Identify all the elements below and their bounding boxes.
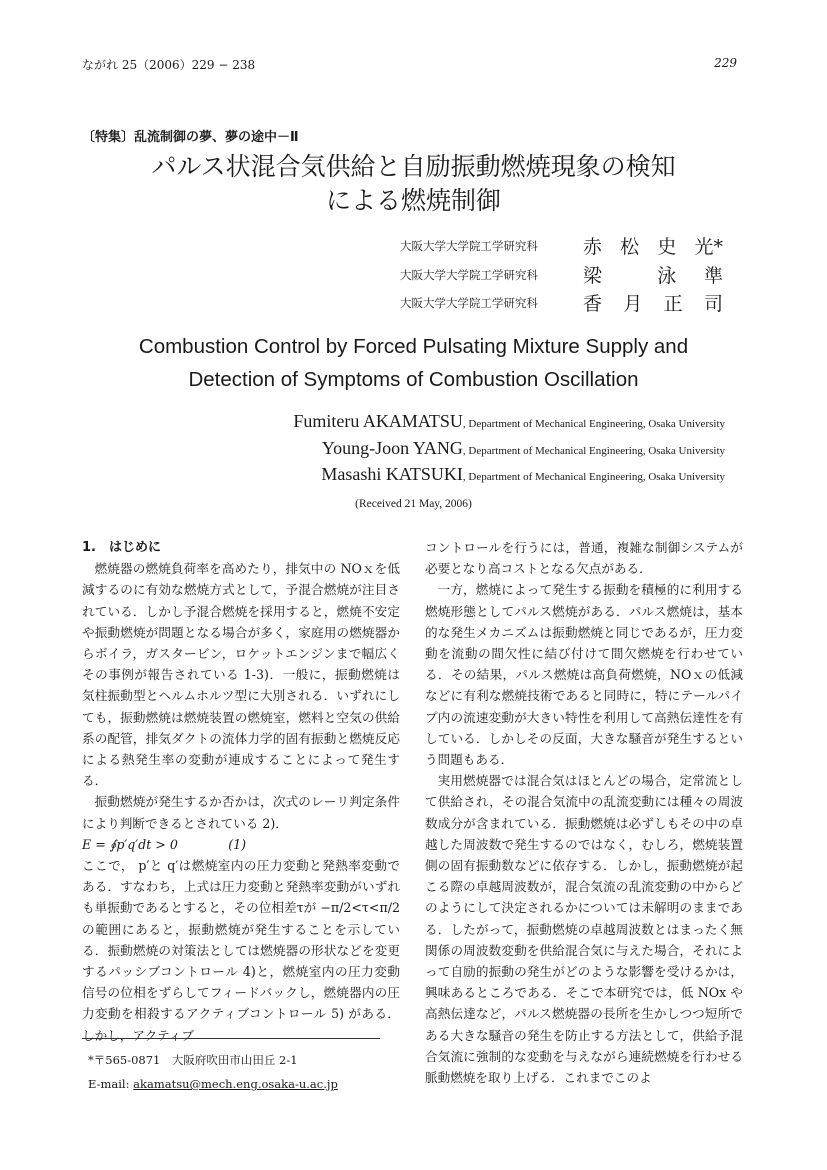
equation-rayleigh: E = ∮p′q′dt > 0 (1): [82, 836, 247, 852]
section-heading: 1. はじめに: [82, 540, 161, 555]
author-english-name: Young-Joon YANG: [321, 438, 463, 458]
paragraph: 実用燃焼器では混合気はほとんどの場合，定常流として供給され，その混合気流中の乱流変動には種々の周波数成分が含まれている．振動燃焼は必ずしもその中の卓越した周波数で発生するのではなく，むしろ，燃焼装置側の固有振動数などに依存する．しかし，振動燃焼が起こる際の卓越周波数が，混合気流の乱流変動の中からどのようにして決定されるかについては未解明のままである．したがって，振動燃焼の卓越周波数とはまったく無関係の周波数変動を供給混合気に与えた場合，それによって自励的振動の発生がどのような影響を受けるかは，興味あるところである．そこで本研究では，低 NOx や高熱伝達など，パルス燃焼器の長所を生かしつつ短所である大きな騒音の発生を防止する方法として，供給予混合気流に強制的な変動を与えながら連続燃焼を行わせる脈動燃焼を取り上げる．これまでこのよ: [425, 773, 743, 1086]
paragraph: 燃焼器の燃焼負荷率を高めたり，排気中の NOｘを低減するのに有効な燃焼方式として，予混合燃焼が注目されている．しかし予混合燃焼を採用すると，燃焼不安定や振動燃焼が問題となる場合が多く，家庭用の燃焼器からボイラ，ガスタービン，ロケットエンジンまで幅広くその事例が報告されている 1-3)．一般に，振動燃焼は気柱振動型とヘルムホルツ型に大別される．いずれにしても，振動燃焼は燃焼装置の燃焼室，燃料と空気の供給系の配管，排気ダクトの流体力学的固有振動と燃焼反応による熱発生率の変動が連成することによって発生する．: [82, 561, 400, 789]
title-english: [0, 330, 827, 396]
title-english-line-2: Detection of Symptoms of Combustion Oscillation: [188, 368, 639, 391]
page-number: 229: [714, 56, 737, 70]
paragraph: 一方，燃焼によって発生する振動を積極的に利用する燃焼形態としてパルス燃焼がある．パルス燃焼は，基本的な発生メカニズムは振動燃焼と同じであるが，圧力変動を流動の間欠性に結び付けて間欠燃焼を行わせている．その結果，パルス燃焼は高負荷燃焼，NOｘの低減などに有利な燃焼技術であると同時に，特にテールパイプ内の流速変動が大きい特性を利用して高熱伝達性を有している．しかしその反面，大きな騒音が発生するという問題もある．: [425, 582, 743, 768]
footnote-email: [88, 1077, 338, 1091]
title-japanese-line-2: による燃焼制御: [325, 186, 501, 215]
email-link[interactable]: akamatsu@mech.eng.osaka-u.ac.jp: [133, 1077, 338, 1091]
author-affiliation: 大阪大学大学院工学研究科: [400, 239, 538, 253]
footnote-address: *〒565-0871 大阪府吹田市山田丘 2-1: [88, 1053, 298, 1067]
author-name: 赤 松 史 光*: [583, 236, 723, 258]
paragraph: ここで， p′と q′は燃焼室内の圧力変動と発熱率変動である．すなわち，上式は圧力変動と発熱率変動がいずれも単振動であるとすると，その位相差τが −π/2<τ<π/2 の範囲にあると，振動燃焼が発生することを示している．振動燃焼の対策法としては燃焼器の形状などを変更するパッシブコントロール 4)と，燃焼室内の圧力変動信号の位相をずらしてフィードバックし，燃焼器内の圧力変動を相殺するアクティブコントロール 5) がある．しかし，アクティブ: [82, 858, 400, 1043]
title-english-line-1: Combustion Control by Forced Pulsating Mixture Supply and: [138, 335, 689, 358]
author-english: [322, 438, 725, 459]
footnote-divider: [82, 1038, 380, 1039]
author-english: [293, 411, 725, 432]
author-english-name: Masashi KATSUKI: [321, 464, 463, 484]
author-english: [321, 464, 725, 485]
title-japanese: [0, 150, 827, 218]
left-column: [82, 537, 400, 1046]
right-column: [425, 537, 743, 1088]
author-english-dept: , Department of Mechanical Engineering, Osaka University: [462, 418, 725, 430]
title-japanese-line-1: パルス状混合気供給と自励振動燃焼現象の検知: [151, 152, 676, 181]
author-affiliation: 大阪大学大学院工学研究科: [400, 268, 538, 282]
received-date: (Received 21 May, 2006): [355, 498, 472, 510]
author-name: 香 月 正 司: [583, 293, 723, 315]
journal-citation: ながれ 25（2006）229 − 238: [82, 58, 256, 72]
paragraph: 振動燃焼が発生するか否かは，次式のレーリ判定条件により判断できるとされている 2)．: [82, 794, 400, 831]
author-english-dept: , Department of Mechanical Engineering, Osaka University: [462, 445, 725, 457]
author-english-name: Fumiteru AKAMATSU: [293, 411, 463, 431]
paragraph: コントロールを行うには，普通，複雑な制御システムが必要となり高コストとなる欠点がある．: [425, 540, 743, 577]
author-english-dept: , Department of Mechanical Engineering, Osaka University: [462, 471, 725, 483]
author-name: 梁 泳 準: [583, 265, 723, 287]
series-label: 〔特集〕乱流制御の夢、夢の途中－Ⅱ: [82, 130, 299, 145]
author-affiliation: 大阪大学大学院工学研究科: [400, 296, 538, 310]
email-label: E-mail:: [88, 1077, 134, 1091]
